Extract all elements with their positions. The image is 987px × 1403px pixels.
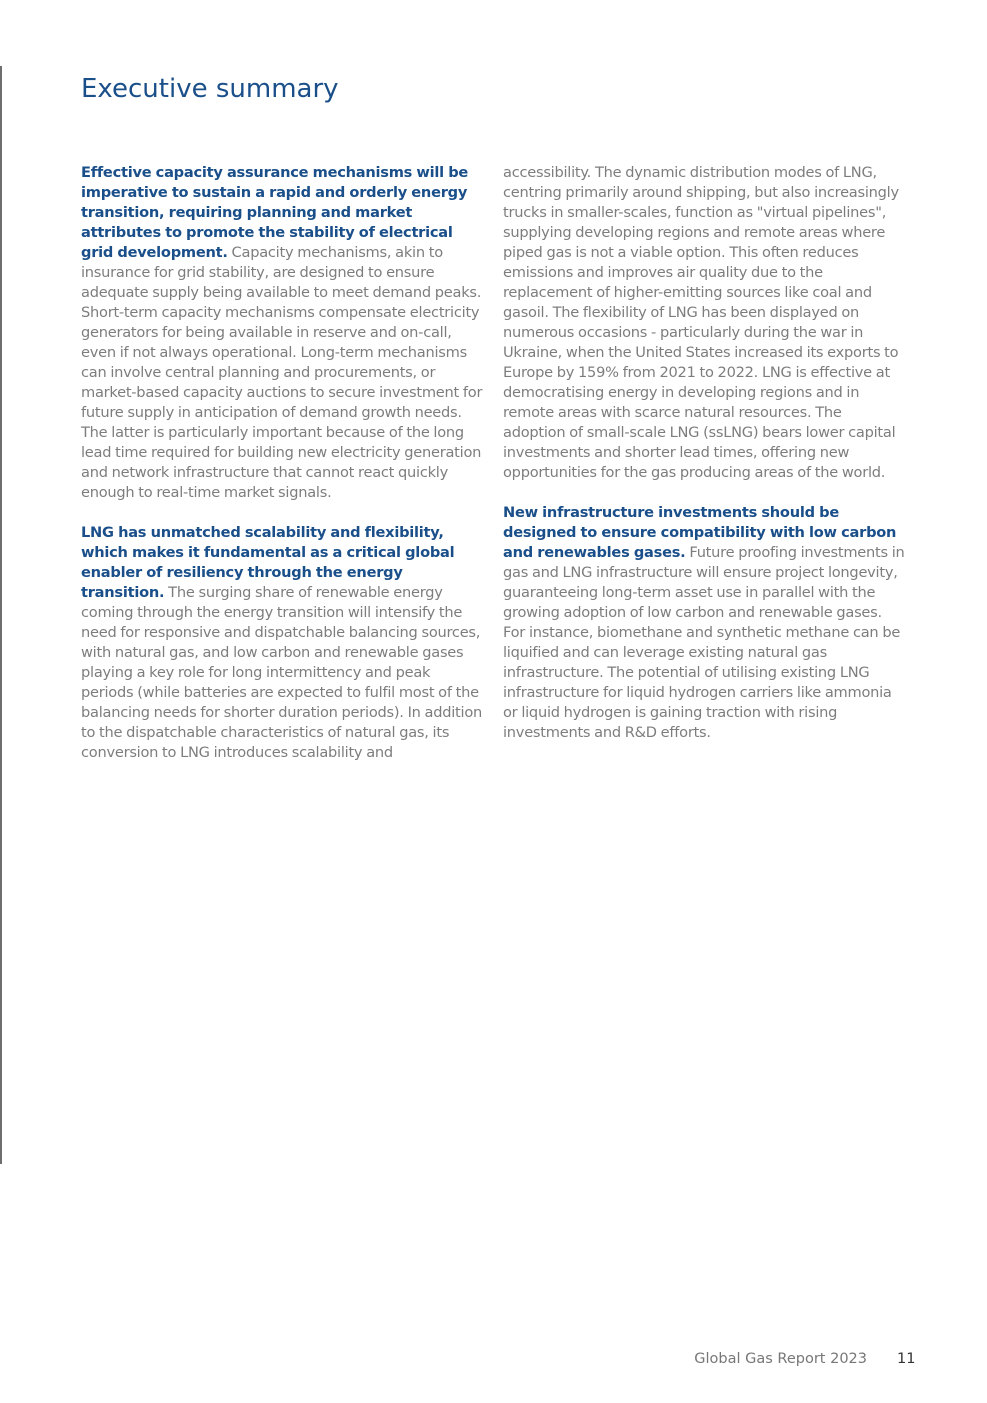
paragraph-infrastructure-investments xyxy=(503,503,905,743)
footer-page-number: 11 xyxy=(897,1351,916,1367)
paragraph-body: Capacity mechanisms, akin to insurance for grid stability, are designed to ensure adequate supply being available to meet demand peaks. Short-term capacity mechanisms compensate electricity generators for being available in reserve and on-call, even if not always operational. Long-term mechanisms can involve central planning and procurements, or market-based capacity auctions to secure investment for future supply in anticipation of demand growth needs. The latter is particularly important because of the long lead time required for building new electricity generation and network infrastructure that cannot react quickly enough to real-time market signals. xyxy=(81,244,483,501)
paragraph-lng-scalability xyxy=(81,523,483,763)
paragraph-lead: New infrastructure investments should be designed to ensure compatibility with low carbon and renewables gases. xyxy=(503,504,897,561)
left-column xyxy=(81,163,483,783)
left-margin-rule xyxy=(0,66,2,1164)
page-title: Executive summary xyxy=(81,74,339,104)
paragraph-body: The surging share of renewable energy coming through the energy transition will intensify the need for responsive and dispatchable balancing sources, with natural gas, and low carbon and renewable gases playing a key role for long intermittency and peak periods (while batteries are expected to fulfil most of the balancing needs for shorter duration periods). In addition to the dispatchable characteristics of natural gas, its conversion to LNG introduces scalability and xyxy=(81,584,483,761)
paragraph-lng-scalability-continued: accessibility. The dynamic distribution modes of LNG, centring primarily around shipping, but also increasingly trucks in smaller-scales, function as "virtual pipelines", supplying developing regions and remote areas where piped gas is not a viable option. This often reduces emissions and improves air quality due to the replacement of higher-emitting sources like coal and gasoil. The flexibility of LNG has been displayed on numerous occasions - particularly during the war in Ukraine, when the United States increased its exports to Europe by 159% from 2021 to 2022. LNG is effective at democratising energy in developing regions and in remote areas with scarce natural resources. The adoption of small-scale LNG (ssLNG) bears lower capital investments and shorter lead times, offering new opportunities for the gas producing areas of the world. xyxy=(503,164,899,481)
paragraph-capacity-mechanisms xyxy=(81,163,483,503)
right-column xyxy=(503,163,905,763)
paragraph-body: Future proofing investments in gas and LNG infrastructure will ensure project longevity, guaranteeing long-term asset use in parallel with the growing adoption of low carbon and renewable gases. For instance, biomethane and synthetic methane can be liquified and can leverage existing natural gas infrastructure. The potential of utilising existing LNG infrastructure for liquid hydrogen carriers like ammonia or liquid hydrogen is gaining traction with rising investments and R&D efforts. xyxy=(503,544,905,741)
paragraph-lead: Effective capacity assurance mechanisms will be imperative to sustain a rapid and orderly energy transition, requiring planning and market attributes to promote the stability of electrical grid development. xyxy=(81,164,469,261)
paragraph-lead: LNG has unmatched scalability and flexibility, which makes it fundamental as a critical global enabler of resiliency through the energy transition. xyxy=(81,524,455,601)
footer-report-title: Global Gas Report 2023 xyxy=(694,1351,867,1367)
